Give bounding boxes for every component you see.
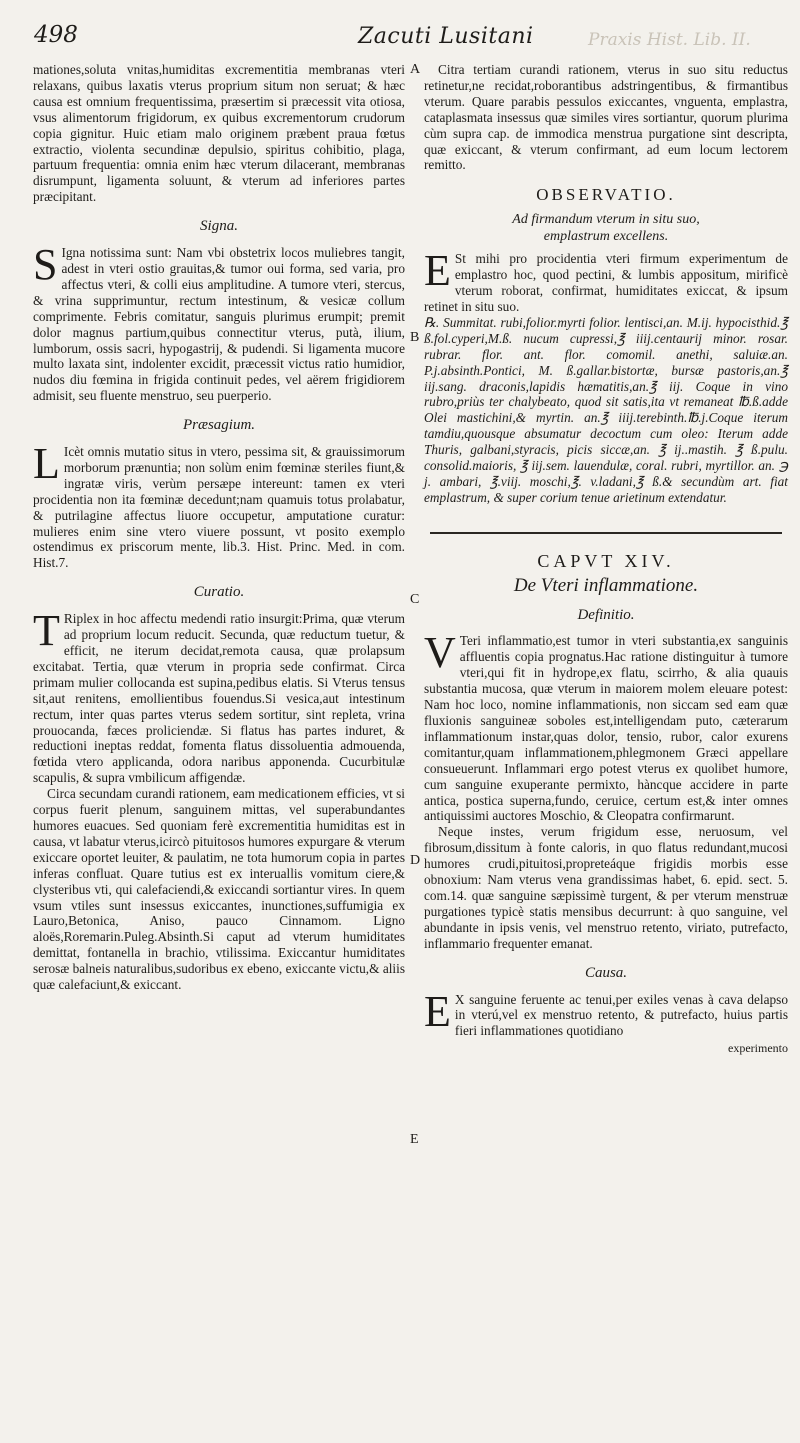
margin-letter-d: D [410,853,421,868]
heading-signa: Signa. [200,218,238,235]
drop-cap: E [424,986,451,1036]
paragraph-continuation: Citra tertiam curandi rationem, vterus in suo situ reductus retinetur,ne recidat,roborantibus adstringentibus, & firmantibus vterum. Quare parabis pessulos exiccantes, vnguenta, emplastra, cataplasmata insessus quæ similes vires sortiantur, quorum plurima cùm supra cap. de immodica menstrua purgatione sint descripta, quæ exiccant, & vterum confirmant, ad eum locum lectorem remitto. [424,62,788,173]
heading-observatio: OBSERVATIO. [536,185,676,205]
page-header [28,22,780,56]
observatio-subtitle-line-2: emplastrum excellens. [543,229,669,245]
left-column [33,62,405,993]
paragraph-text: St mihi pro procidentia vteri firmum experimentum de emplastro hoc, quod pectini, & lumbis appositum, mirificè vterum roborat, confirmat, humiditates exiccat, & ipsum retinet in situ suo. [424,251,788,314]
paragraph-causa [424,986,788,1040]
running-title: Zacuti Lusitani [358,24,534,49]
right-column [424,62,788,1057]
paragraph-signa [33,240,405,404]
margin-letter-e: E [410,1132,419,1147]
margin-letter-b: B [410,330,420,345]
paragraph-curatio [33,606,405,786]
paragraph-continuation: mationes,soluta vnitas,humiditas excrementitia membranas vteri relaxans, quibus laxatis vterus proprium situm non seruat; & hæc causa est omnium frequentissima, præsertim si præcessit vita otiosa, vsus alimentorum frigidorum, ex quibus excrementorum crudorum copia gignitur. Huic etiam malo originem præbent praua fœtus extractio, violenta secundinæ depulsio, spiritus cohibitio, plaga, partuum frequentia: omnia enim hæc vterum dilacerant, membranas disrumpunt, ligamenta soluunt, & vterum ad inferiores partes præcipitant. [33,62,405,205]
heading-praesagium: Præsagium. [182,417,256,434]
chapter-heading: CAPVT XIV. [537,550,675,571]
paragraph-text: Teri inflammatio,est tumor in vteri substantia,ex sanguinis affluentis copia prognatus.Hac ratione distinguitur à tumore vteri,qui fit in hydrope,ex flatu, scirrho, & alia quauis substantia mucosa, quæ vterum in maiorem molem eleuare potest: Nam hoc loco, nomine inflammationis, non siccam sed eam quæ fluxionis sanguineæ soboles est,intelligendam puto, cæterarum inflammationum instar,quas dolor, tensio, rubor, calor exurens comitantur,quam inflammationem,phlegmonem Græci appellare consueuerunt. Inflammari ergo potest vterus ex quolibet humore, cum sanguine exuperante permixto, hàncque accidere in parte antica, postica superna,fundo, ceruice, certum est,& inter omnes antiquissimi auctores Moschio, & Cleopatra confirmarunt. [424,633,788,824]
paragraph-text: Igna notissima sunt: Nam vbi obstetrix locos muliebres tangit, adest in vteri ostio grauitas,& tumor oui forma, sed varia, pro affectus vteri, & colli eius amplitudine. A tumore vteri, stercus, & vrina supprimuntur, rectum intestinum, & vesicæ collum comprimente. Febris comitatur, sanguis plurimus erumpit; premit dolor magnus partium,quibus connectitur vterus, putà, ilium, lumborum, ossis sacri, hypogastrij, & pudendi. Si ligamenta mucore multo laxata sint, indolenter excidit, præcessit victus ratio humidior, nudos diu fœmina in frigida continuit pedes, vel aërem frigidiorem admisit, seu fluente menstruo, seu puerperio. [33,245,405,404]
chapter-title: De Vteri inflammatione. [513,574,699,596]
drop-cap: S [33,240,58,290]
paragraph-text: Icèt omnis mutatio situs in vtero, pessima sit, & grauissimorum morborum prænuntia; non solùm enim fœminæ steriles fiunt,& ingratæ viris, verùm persæpe intereunt: tamen ex vteri procidentia non ita fœminæ decedunt;nam quamuis totus prolabatur, & putrilagine affectus liuore occupetur, amputatione curatur: mulieres enim sine vtero viuere possunt, vt posito exemplo ostendimus ex priscorum mente, lib.3. Hist. Princ. Med. in com. Hist.7. [33,444,405,571]
drop-cap: E [424,246,451,296]
recipe-text: ℞. Summitat. rubi,folior.myrti folior. lentisci,an. M.ij. hypocisthid.℥ ß.fol.cyperi,M.ß. nucum cupressi,℥ iiij.centaurij minor. rosar. rubrar. flor. ant. flor. comomil. anethi, saluiæ.an. P.j.absinth.Pontici, M. ß.gallar.bistortæ, bursæ pastoris,an.℥ iij.sang. draconis,lapidis hæmatitis,an.℥ iij. Coque in vino rubro,priùs ter chalybeato, quod sit satis,ita vt remaneat ℔.ß.adde Olei mastichini,& myrtin. an.℥ iiij.terebinth.℔.j.Coque iterum tamdiu,quousque absumatur decoctum cum oleo: Iterum adde Thuris, galbani,styracis, picis siccæ,an. ℥ ij..mastih. ℥ ß.pulu. consolid.maioris, ℥ iij.sem. lauendulæ, coral. rubri, myrtillor. an. ℈ j. ambari, ℥.viij. moschi,℥. v.ladani,℥ ß.& secundùm art. fiat emplastrum, & super corium tenue arietinum extendatur. [424,314,788,505]
catchword: experimento [728,1041,788,1056]
margin-letter-c: C [410,592,420,607]
paragraph-observatio [424,246,788,315]
paragraph-definitio-second: Neque instes, verum frigidum esse, neruosum, vel fibrosum,dissitum à fonte caloris, in quo flatus redundant,mucosi humores crudi,pituitosi,propreteáque frigidis morbis esse obnoxium: Nam vterus vena grandissimas habet, 6. epid. sect. 5. com.14. quæ sanguine sæpissimè turgent, & per vterum menstruæ purgationes typicè statis mensibus decurrunt: à quo sanguine, vel abundante in ipsis venis, vel menstruo retento, viriato, putrefacto, inflammario frequenter emanat. [424,824,788,951]
drop-cap: V [424,628,456,678]
observatio-subtitle-line-1: Ad firmandum vterum in situ suo, [512,212,700,228]
heading-curatio: Curatio. [193,584,245,601]
chapter-divider-rule [430,532,782,534]
paragraph-text: Riplex in hoc affectu medendi ratio insurgit:Prima, quæ vterum ad proprium locum reducit. Secunda, quæ reductum tuetur, & efficit, ne iterum decidat,remota causa, quæ prolapsum excitabat. Tertia, quæ vterum in propria sede confirmat. Circa primam mulier collocanda est supina,pedibus elatis. Si Vterus tensus sit,aut renitens, emollientibus fouendus.Si vesica,aut intestinum rectum, inter quas partes vterus sedem sortitur, sint repleta, vrina prouocanda, fæces proliciendæ. Si flatus has partes induret, & reductioni ineptas reddat, fomenta flatus dissoluentia admouenda, fœtida vtero applicanda, odora naribus apponenda. Cucurbitulæ scapulis, & supra vmbilicum affigendæ. [33,611,405,786]
paragraph-curatio-second: Circa secundam curandi rationem, eam medicationem efficies, vt si corpus fuerit plenum, sanguinem mittas, vel superabundantes humores euacues. Sed quoniam ferè excrementitia humiditas est in causa, vt labatur vterus,icircò pituitosos humores expurgare & vterum exiccare oportet leuiter, & paulatim, ne tota humorum copia in partes inferas confluat. Quare tutius est ex interuallis vomitum ciere,& clysteribus vti, qui calefaciendi,& exiccandi sortiantur vires. In quem vsum vtiles sunt insessus exiccantes, inunctiones,suffumigia ex Lauro,Betonica, Aniso, pauco Cinnamom. Ligno aloës,Roremarin.Puleg.Absinth.Si caput ad vterum humiditates demittat, fontanella in brachio, vtilissima. Exiccantur humiditates serosæ balneis naturalibus,sudoribus ex ebeno, exiccante victu,& aliis quæ calefaciunt,& exiccant. [33,786,405,993]
paragraph-text: X sanguine feruente ac tenui,per exiles venas à cava delapso in vterú,vel ex menstruo retento, & putrefacto, huius partis fieri inflammationes quotidiano [454,991,788,1039]
bleed-through-text: Praxis Hist. Lib. II. [588,30,751,50]
margin-letter-a: A [410,62,421,77]
heading-causa: Causa. [584,964,628,981]
paragraph-praesagium [33,439,405,571]
paragraph-definitio [424,628,788,824]
page-number: 498 [34,22,78,48]
heading-definitio: Definitio. [577,606,635,623]
drop-cap: T [33,606,60,656]
drop-cap: L [33,439,60,489]
